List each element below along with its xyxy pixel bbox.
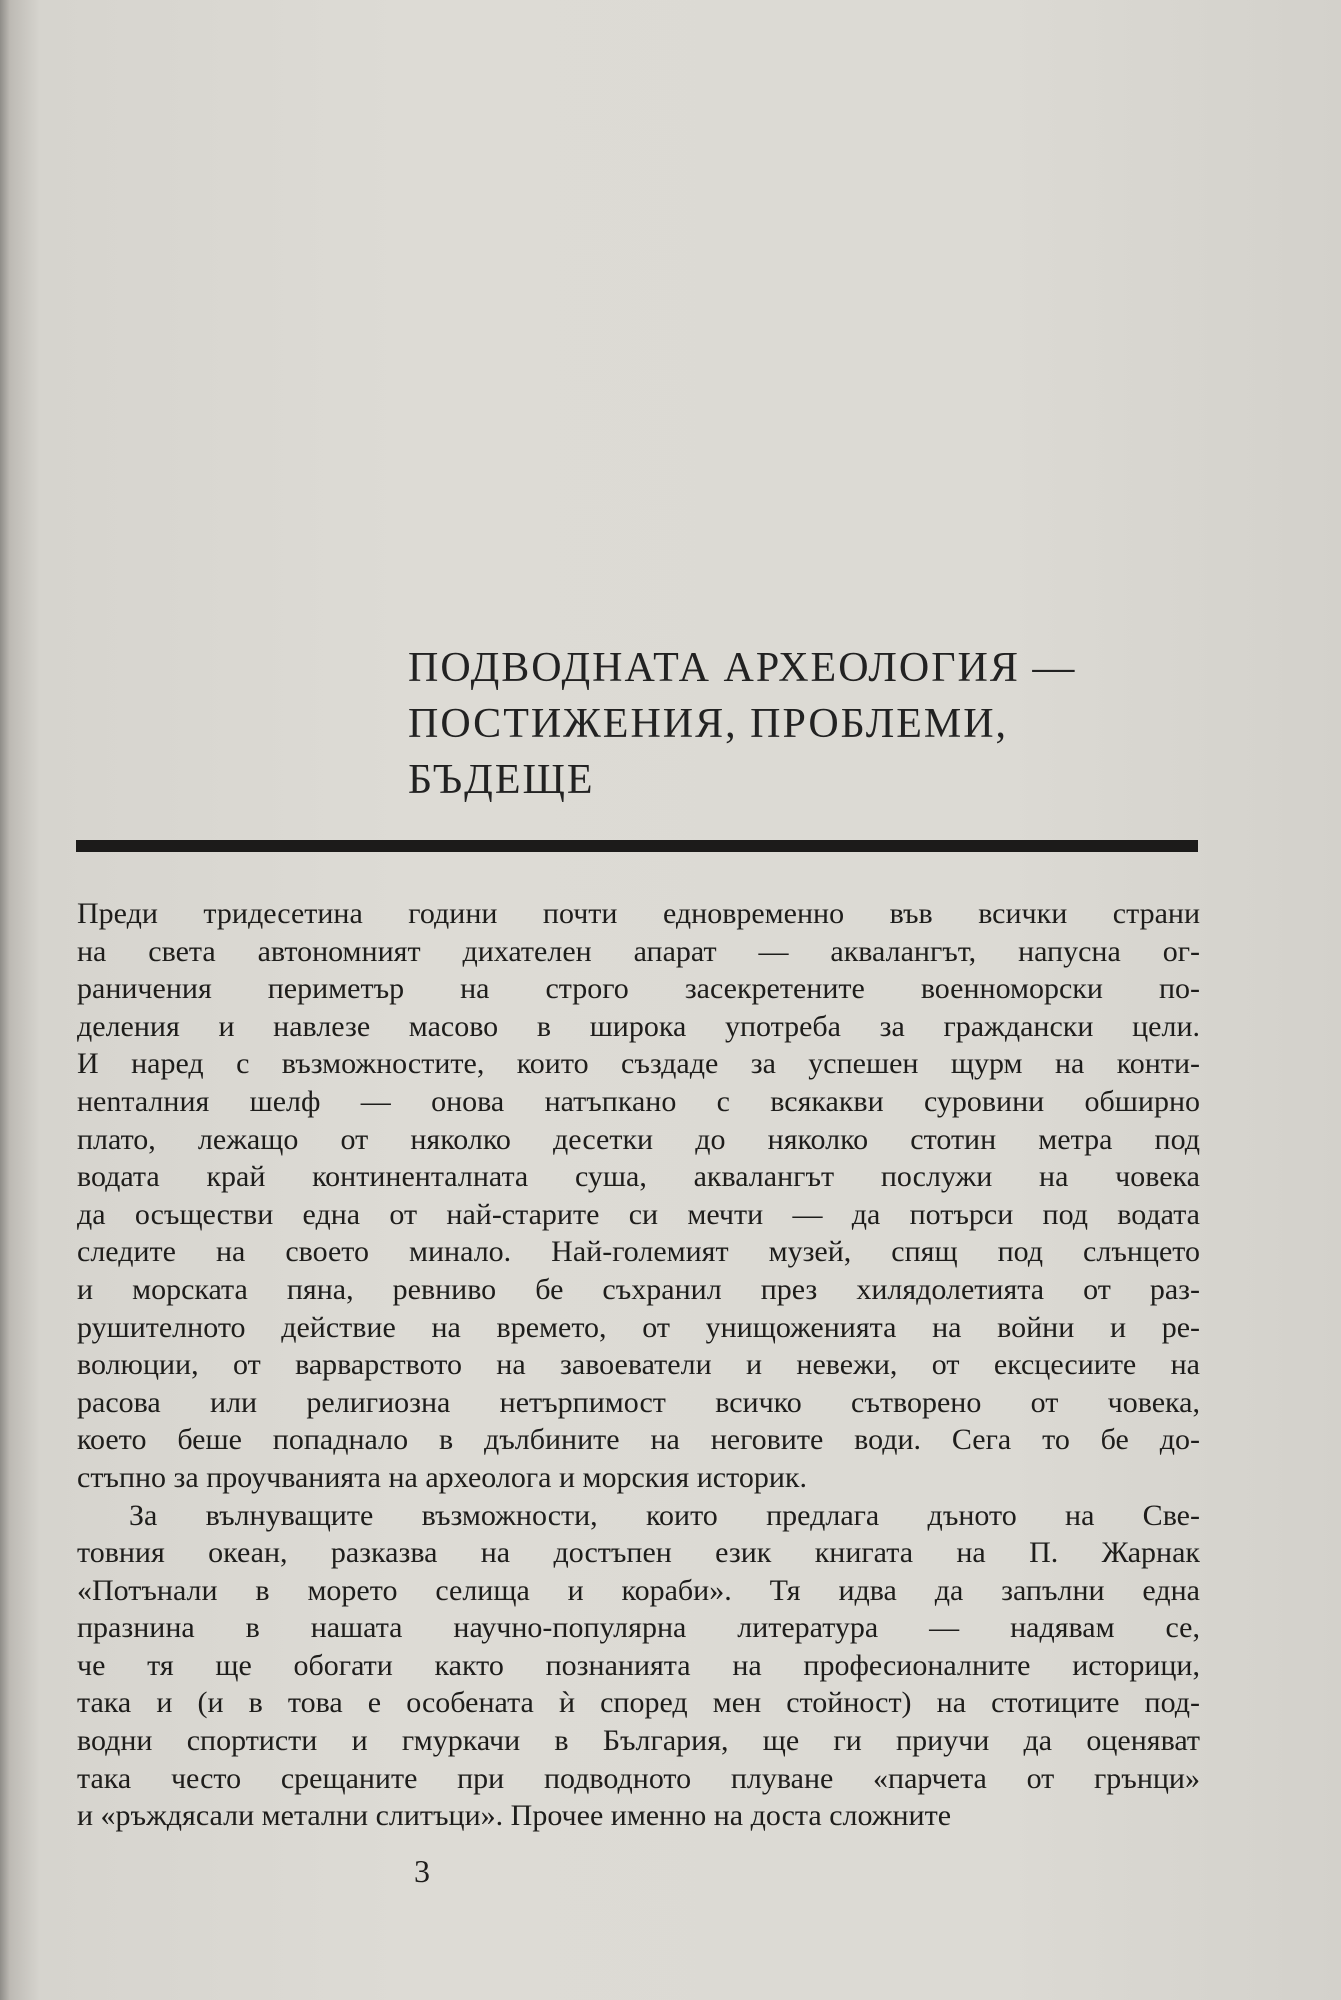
text-line: товния океан, разказва на достъпен език книгата на П. Жарнак: [77, 1536, 1200, 1570]
text-line: расова или религиозна нетърпимост всичко сътворено от човека,: [77, 1385, 1200, 1419]
text-line: следите на своето минало. Най-големият музей, спящ под слънцето: [77, 1235, 1200, 1269]
text-line: празнина в нашата научно-популярна литература — надявам се,: [77, 1611, 1200, 1645]
text-line: че тя ще обогати както познанията на професионалните историци,: [77, 1648, 1200, 1682]
text-line: раничения периметър на строго засекретените военноморски по-: [77, 972, 1200, 1006]
text-line: и морската пяна, ревниво бе съхранил през хилядолетията от раз-: [77, 1272, 1200, 1306]
text-line: стъпно за проучванията на археолога и морския историк.: [77, 1460, 807, 1494]
title-rule-divider: [76, 840, 1198, 852]
text-line: плато, лежащо от няколко десетки до няколко стотин метра под: [77, 1122, 1200, 1156]
text-line: така често срещаните при подводното плуване «парчета от грънци»: [77, 1761, 1200, 1795]
text-line: Преди тридесетина години почти едновременно във всички страни: [77, 897, 1200, 930]
text-line: За вълнуващите възможности, които предлага дъното на Све-: [129, 1498, 1200, 1532]
text-line: рушителното действие на времето, от унищоженията на войни и ре-: [77, 1310, 1200, 1344]
text-line: което беше попаднало в дълбините на неговите води. Сега то бе до-: [77, 1423, 1200, 1457]
chapter-title: [408, 640, 1208, 808]
title-line: ПОДВОДНАТА АРХЕОЛОГИЯ —: [408, 645, 1077, 691]
title-line: ПОСТИЖЕНИЯ, ПРОБЛЕМИ,: [408, 701, 1009, 747]
text-line: нenталния шелф — онова натъпкано с всякакви суровини обширно: [77, 1084, 1200, 1118]
page-number: 3: [414, 1853, 430, 1889]
text-line: и «ръждясали метални слитъци». Прочее именно на доста сложните: [77, 1799, 952, 1833]
title-line: БЪДЕЩЕ: [408, 757, 595, 803]
text-line: така и (и в това е особената ѝ според мен стойност) на стотиците под-: [77, 1686, 1200, 1720]
text-line: И наред с възможностите, които създаде за успешен щурм на конти-: [77, 1047, 1200, 1081]
text-line: водни спортисти и гмуркачи в България, ще ги приучи да оценяват: [77, 1724, 1200, 1758]
text-line: да осъществи една от най-старите си мечти — да потърси под водата: [77, 1197, 1200, 1231]
text-line: водата край континенталната суша, аквалангът послужи на човека: [77, 1160, 1200, 1194]
text-line: на света автономният дихателен апарат — аквалангът, напусна ог-: [77, 934, 1200, 968]
body-text: [77, 895, 1200, 1835]
text-line: «Потънали в морето селища и кораби». Тя идва да запълни една: [77, 1573, 1200, 1607]
text-line: деления и навлезе масово в широка употреба за граждански цели.: [77, 1009, 1200, 1043]
text-line: волюции, от варварството на завоеватели и невежи, от ексцесиите на: [77, 1348, 1200, 1382]
